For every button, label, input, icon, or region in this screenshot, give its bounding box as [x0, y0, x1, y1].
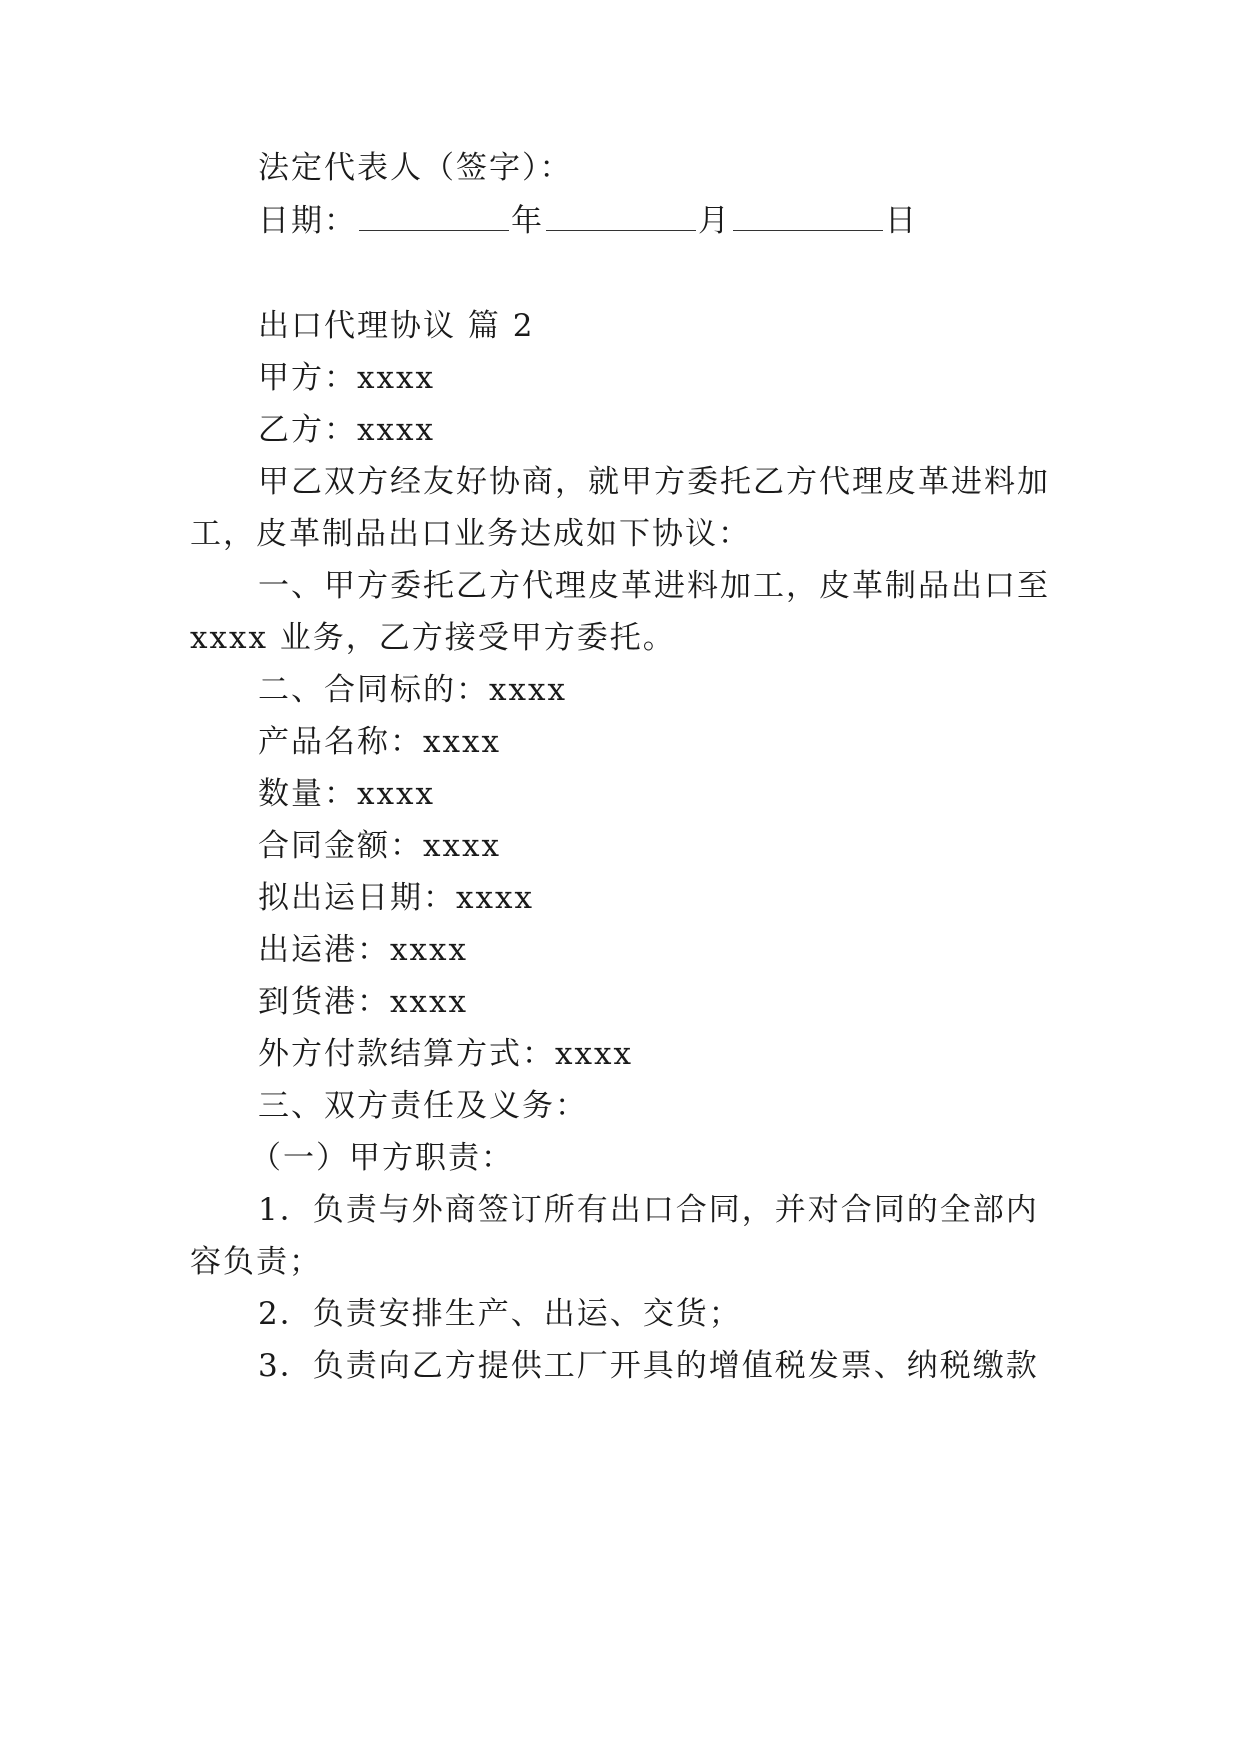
clause1-line-1: 一、甲方委托乙方代理皮革进料加工，皮革制品出口至	[258, 568, 1050, 604]
month-label: 月	[698, 203, 731, 239]
party-a: 甲方：xxxx	[258, 360, 435, 396]
clause3-title: 三、双方责任及义务：	[258, 1088, 588, 1124]
month-blank	[546, 200, 696, 231]
day-blank	[733, 200, 883, 231]
duty1-line-1: 1．负责与外商签订所有出口合同，并对合同的全部内	[258, 1192, 1039, 1228]
party-b: 乙方：xxxx	[258, 412, 435, 448]
date-label: 日期：	[258, 203, 357, 239]
section-title: 出口代理协议 篇 2	[258, 308, 535, 344]
clause1-line-2: xxxx 业务，乙方接受甲方委托。	[190, 620, 676, 656]
shipping-date-item: 拟出运日期：xxxx	[258, 880, 534, 916]
quantity-item: 数量：xxxx	[258, 776, 435, 812]
duty1-line-2: 容负责；	[190, 1244, 322, 1280]
contract-amount-item: 合同金额：xxxx	[258, 828, 501, 864]
port-of-shipment-item: 出运港：xxxx	[258, 932, 468, 968]
payment-method-item: 外方付款结算方式：xxxx	[258, 1036, 633, 1072]
signature-date-line	[258, 200, 1070, 241]
duty2-line: 2．负责安排生产、出运、交货；	[258, 1296, 742, 1332]
intro-line-1: 甲乙双方经友好协商，就甲方委托乙方代理皮革进料加	[258, 464, 1050, 500]
party-a-duties-subtitle: （一）甲方职责：	[250, 1140, 514, 1176]
duty3-line: 3．负责向乙方提供工厂开具的增值税发票、纳税缴款	[258, 1348, 1039, 1384]
year-blank	[359, 200, 509, 231]
product-name-item: 产品名称：xxxx	[258, 724, 501, 760]
intro-line-2: 工，皮革制品出口业务达成如下协议：	[190, 516, 751, 552]
legal-representative-signature-line: 法定代表人（签字）：	[258, 150, 573, 186]
port-of-arrival-item: 到货港：xxxx	[258, 984, 468, 1020]
year-label: 年	[511, 203, 544, 239]
day-label: 日	[885, 203, 918, 239]
clause2-title: 二、合同标的：xxxx	[258, 672, 567, 708]
